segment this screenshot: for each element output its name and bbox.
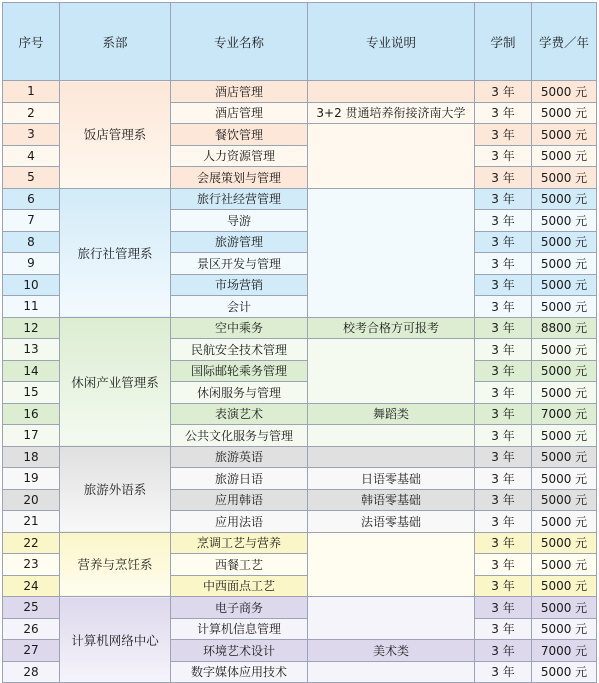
cell-fee: 5000 元 [532, 253, 597, 275]
cell-years: 3 年 [475, 382, 532, 404]
cell-years: 3 年 [475, 640, 532, 662]
cell-fee: 8800 元 [532, 317, 597, 339]
cell-seq: 10 [3, 274, 60, 296]
cell-major: 休闲服务与管理 [171, 382, 308, 404]
cell-major: 会展策划与管理 [171, 167, 308, 189]
cell-seq: 16 [3, 403, 60, 425]
cell-seq: 25 [3, 597, 60, 619]
cell-major: 会计 [171, 296, 308, 318]
cell-note: 法语零基础 [308, 511, 475, 533]
cell-major: 酒店管理 [171, 102, 308, 124]
cell-fee: 5000 元 [532, 425, 597, 447]
cell-years: 3 年 [475, 554, 532, 576]
cell-seq: 22 [3, 532, 60, 554]
cell-seq: 27 [3, 640, 60, 662]
cell-major: 应用法语 [171, 511, 308, 533]
table-row [3, 188, 597, 210]
cell-fee: 7000 元 [532, 403, 597, 425]
cell-fee: 5000 元 [532, 554, 597, 576]
cell-fee: 5000 元 [532, 274, 597, 296]
cell-seq: 3 [3, 124, 60, 146]
cell-years: 3 年 [475, 274, 532, 296]
cell-note [308, 188, 475, 317]
cell-years: 3 年 [475, 575, 532, 597]
cell-fee: 5000 元 [532, 145, 597, 167]
cell-dept: 旅行社管理系 [60, 188, 171, 317]
cell-fee: 5000 元 [532, 360, 597, 382]
cell-seq: 7 [3, 210, 60, 232]
table-body [3, 81, 597, 683]
cell-major: 公共文化服务与管理 [171, 425, 308, 447]
cell-major: 旅游英语 [171, 446, 308, 468]
cell-years: 3 年 [475, 468, 532, 490]
cell-fee: 5000 元 [532, 210, 597, 232]
cell-seq: 15 [3, 382, 60, 404]
cell-seq: 26 [3, 618, 60, 640]
cell-major: 烹调工艺与营养 [171, 532, 308, 554]
header-years: 学制 [475, 3, 532, 81]
table-row [3, 81, 597, 103]
cell-major: 电子商务 [171, 597, 308, 619]
cell-fee: 5000 元 [532, 446, 597, 468]
cell-fee: 5000 元 [532, 661, 597, 683]
cell-years: 3 年 [475, 360, 532, 382]
cell-seq: 19 [3, 468, 60, 490]
cell-fee: 7000 元 [532, 640, 597, 662]
cell-years: 3 年 [475, 81, 532, 103]
cell-note: 3+2 贯通培养衔接济南大学 [308, 102, 475, 124]
cell-major: 表演艺术 [171, 403, 308, 425]
cell-years: 3 年 [475, 124, 532, 146]
cell-years: 3 年 [475, 188, 532, 210]
cell-fee: 5000 元 [532, 102, 597, 124]
header-fee: 学费／年 [532, 3, 597, 81]
cell-years: 3 年 [475, 425, 532, 447]
cell-years: 3 年 [475, 661, 532, 683]
cell-fee: 5000 元 [532, 188, 597, 210]
cell-seq: 8 [3, 231, 60, 253]
cell-fee: 5000 元 [532, 468, 597, 490]
cell-major: 国际邮轮乘务管理 [171, 360, 308, 382]
cell-note [308, 661, 475, 683]
cell-major: 酒店管理 [171, 81, 308, 103]
cell-note: 舞蹈类 [308, 403, 475, 425]
cell-fee: 5000 元 [532, 167, 597, 189]
majors-table [2, 2, 597, 683]
cell-seq: 12 [3, 317, 60, 339]
cell-note [308, 339, 475, 404]
cell-years: 3 年 [475, 145, 532, 167]
cell-fee: 5000 元 [532, 511, 597, 533]
cell-major: 计算机信息管理 [171, 618, 308, 640]
cell-seq: 24 [3, 575, 60, 597]
cell-note: 日语零基础 [308, 468, 475, 490]
cell-seq: 28 [3, 661, 60, 683]
cell-note [308, 446, 475, 468]
cell-seq: 2 [3, 102, 60, 124]
cell-years: 3 年 [475, 597, 532, 619]
table-row [3, 597, 597, 619]
cell-major: 中西面点工艺 [171, 575, 308, 597]
table-row [3, 317, 597, 339]
cell-dept: 饭店管理系 [60, 81, 171, 189]
cell-fee: 5000 元 [532, 382, 597, 404]
cell-major: 数字媒体应用技术 [171, 661, 308, 683]
cell-fee: 5000 元 [532, 81, 597, 103]
cell-major: 空中乘务 [171, 317, 308, 339]
cell-seq: 5 [3, 167, 60, 189]
header-row [3, 3, 597, 81]
cell-dept: 旅游外语系 [60, 446, 171, 532]
cell-fee: 5000 元 [532, 296, 597, 318]
cell-years: 3 年 [475, 618, 532, 640]
cell-years: 3 年 [475, 253, 532, 275]
table-row [3, 532, 597, 554]
cell-years: 3 年 [475, 231, 532, 253]
cell-major: 旅游管理 [171, 231, 308, 253]
cell-years: 3 年 [475, 511, 532, 533]
cell-fee: 5000 元 [532, 489, 597, 511]
cell-major: 应用韩语 [171, 489, 308, 511]
cell-major: 市场营销 [171, 274, 308, 296]
cell-years: 3 年 [475, 339, 532, 361]
cell-dept: 计算机网络中心 [60, 597, 171, 683]
cell-years: 3 年 [475, 403, 532, 425]
header-seq: 序号 [3, 3, 60, 81]
cell-years: 3 年 [475, 210, 532, 232]
cell-seq: 17 [3, 425, 60, 447]
cell-seq: 21 [3, 511, 60, 533]
cell-note: 韩语零基础 [308, 489, 475, 511]
cell-seq: 23 [3, 554, 60, 576]
header-dept: 系部 [60, 3, 171, 81]
cell-note [308, 597, 475, 640]
cell-note: 校考合格方可报考 [308, 317, 475, 339]
cell-fee: 5000 元 [532, 575, 597, 597]
cell-seq: 1 [3, 81, 60, 103]
cell-seq: 14 [3, 360, 60, 382]
cell-fee: 5000 元 [532, 124, 597, 146]
cell-years: 3 年 [475, 102, 532, 124]
cell-major: 旅游日语 [171, 468, 308, 490]
cell-years: 3 年 [475, 167, 532, 189]
cell-major: 餐饮管理 [171, 124, 308, 146]
table-row [3, 446, 597, 468]
cell-major: 景区开发与管理 [171, 253, 308, 275]
cell-years: 3 年 [475, 532, 532, 554]
cell-fee: 5000 元 [532, 231, 597, 253]
cell-seq: 18 [3, 446, 60, 468]
cell-years: 3 年 [475, 446, 532, 468]
cell-seq: 6 [3, 188, 60, 210]
cell-seq: 9 [3, 253, 60, 275]
cell-seq: 20 [3, 489, 60, 511]
cell-major: 民航安全技术管理 [171, 339, 308, 361]
cell-dept: 休闲产业管理系 [60, 317, 171, 446]
cell-fee: 5000 元 [532, 597, 597, 619]
cell-note [308, 425, 475, 447]
cell-major: 导游 [171, 210, 308, 232]
cell-major: 旅行社经营管理 [171, 188, 308, 210]
cell-note [308, 532, 475, 597]
cell-fee: 5000 元 [532, 532, 597, 554]
header-note: 专业说明 [308, 3, 475, 81]
cell-major: 人力资源管理 [171, 145, 308, 167]
majors-table-container [2, 2, 597, 683]
cell-years: 3 年 [475, 296, 532, 318]
cell-note: 美术类 [308, 640, 475, 662]
cell-major: 西餐工艺 [171, 554, 308, 576]
cell-fee: 5000 元 [532, 339, 597, 361]
cell-note [308, 124, 475, 189]
cell-dept: 营养与烹饪系 [60, 532, 171, 597]
cell-seq: 11 [3, 296, 60, 318]
cell-major: 环境艺术设计 [171, 640, 308, 662]
cell-seq: 13 [3, 339, 60, 361]
cell-note [308, 81, 475, 103]
cell-years: 3 年 [475, 489, 532, 511]
cell-seq: 4 [3, 145, 60, 167]
cell-years: 3 年 [475, 317, 532, 339]
cell-fee: 5000 元 [532, 618, 597, 640]
header-major: 专业名称 [171, 3, 308, 81]
